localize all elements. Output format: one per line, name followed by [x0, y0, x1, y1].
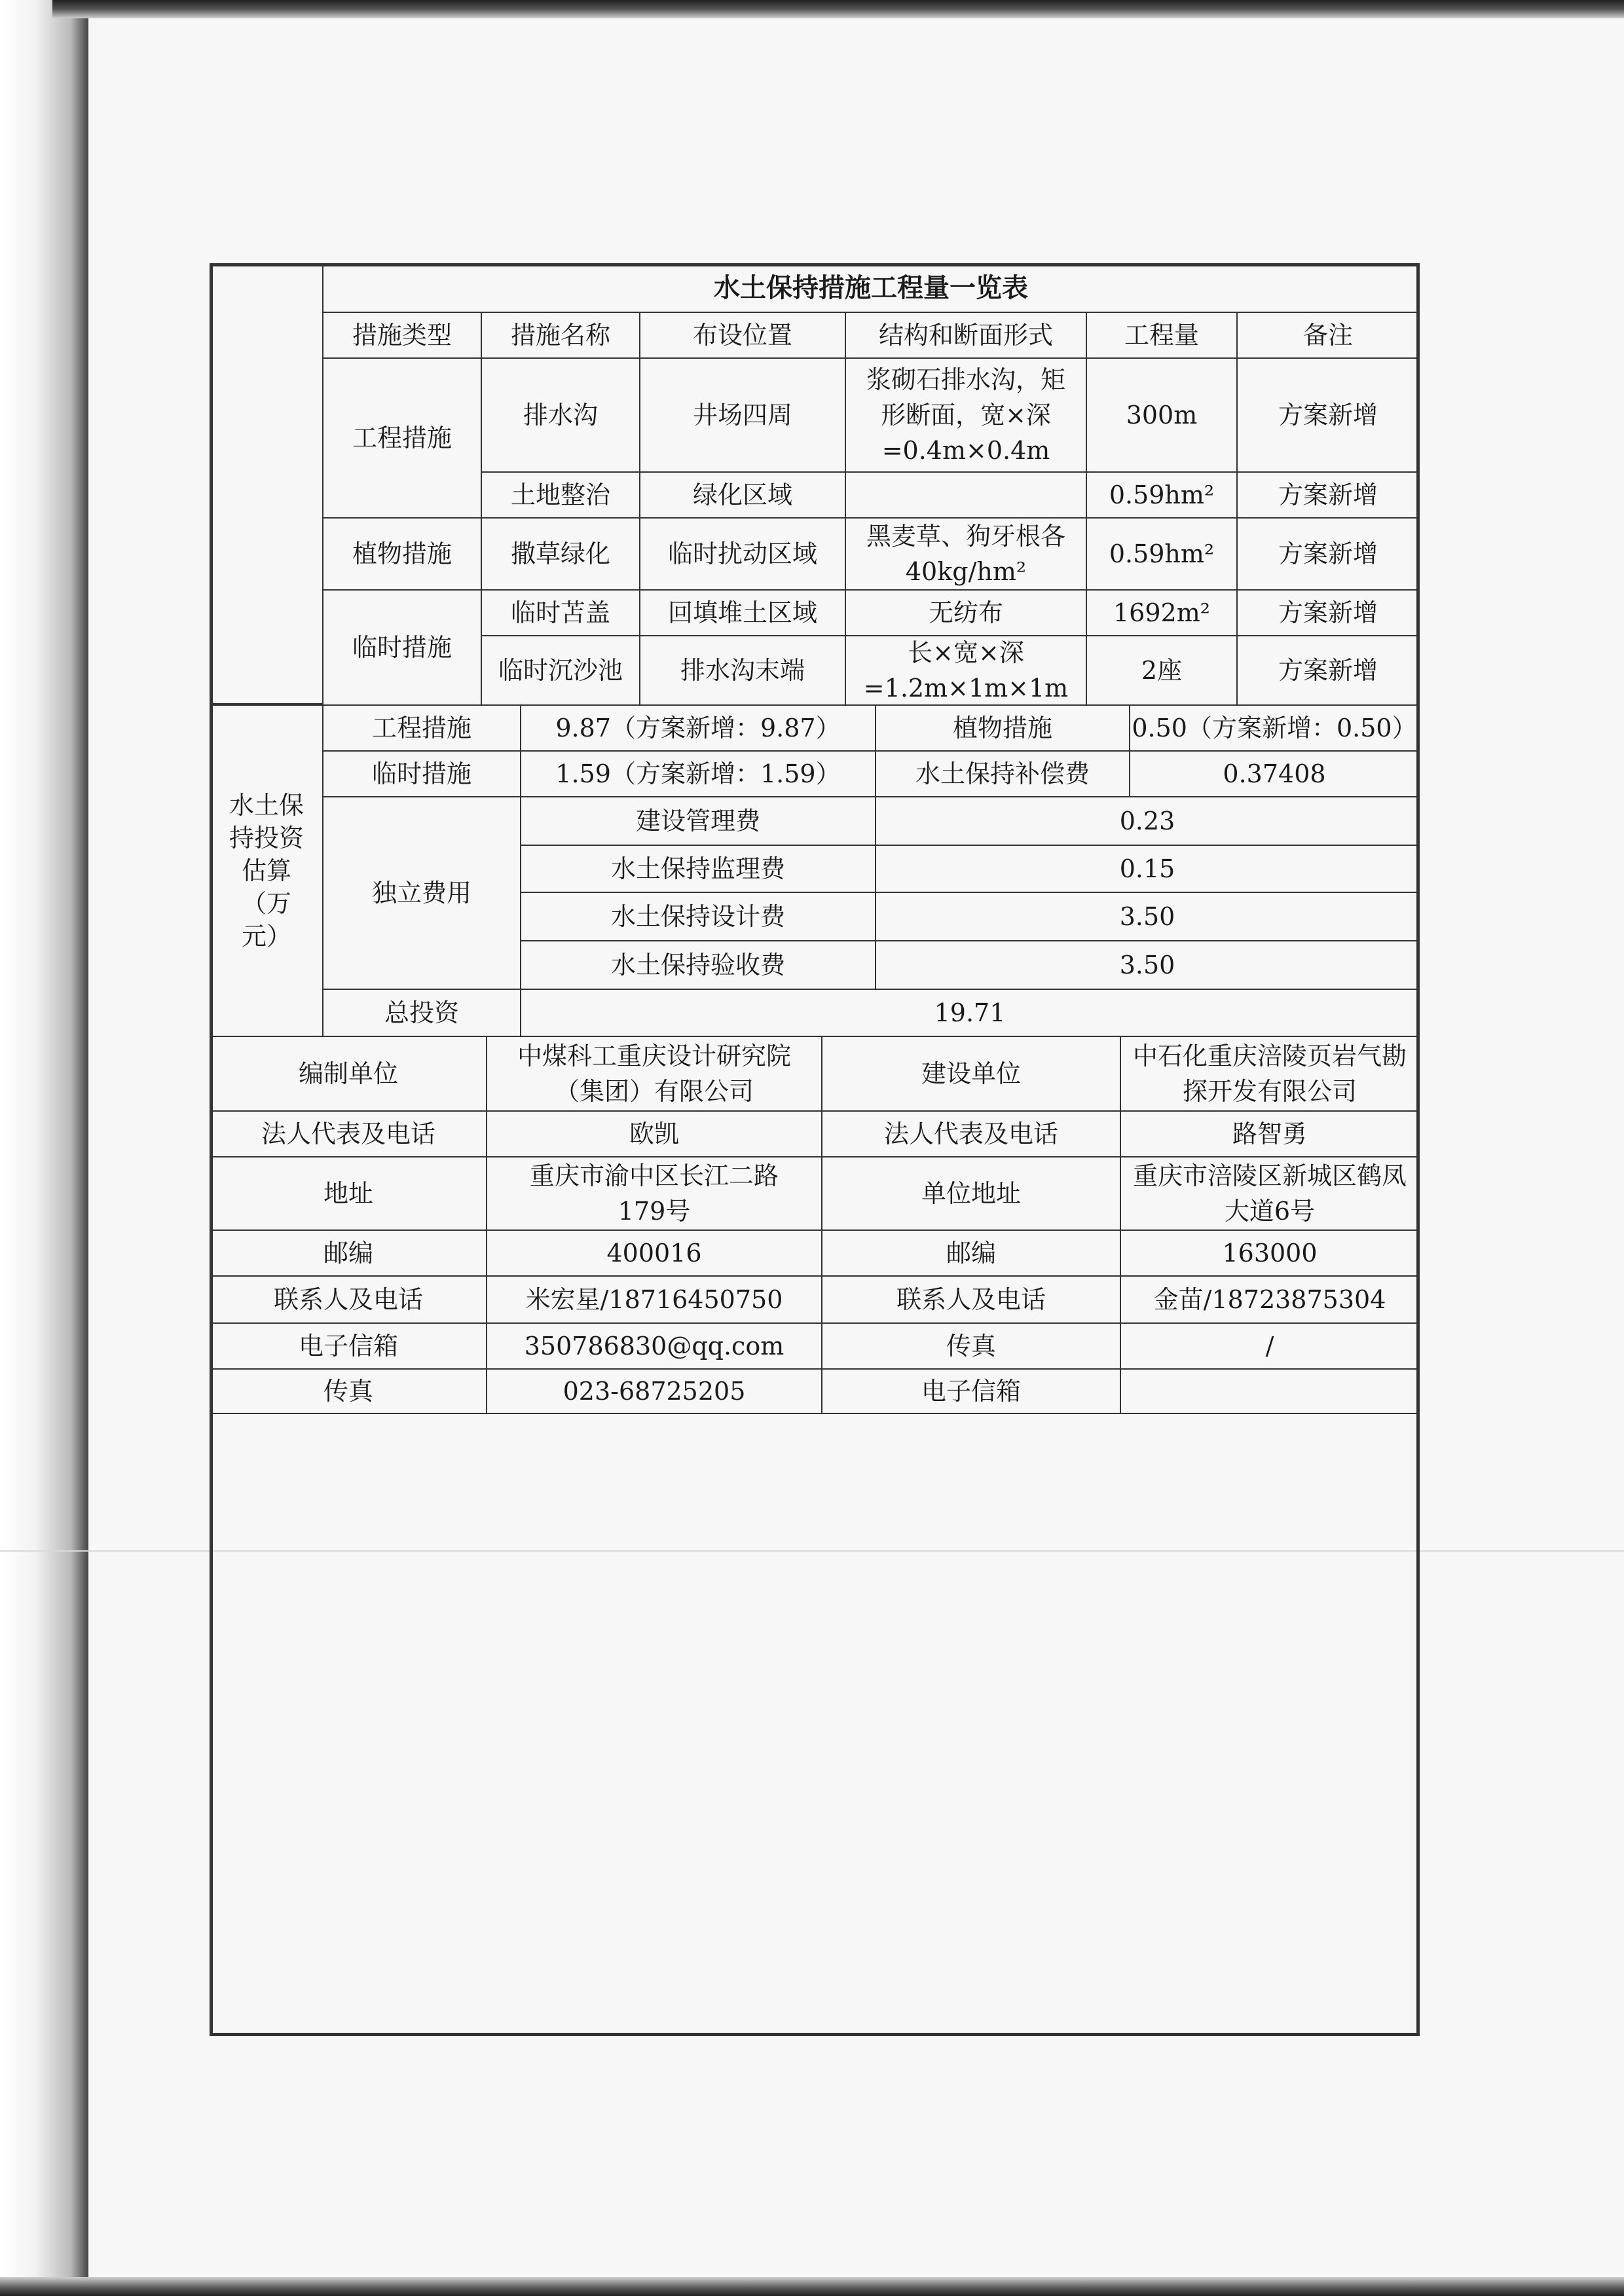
r3-name: 撒草绿化: [481, 517, 640, 591]
inv-total-value: 19.71: [520, 989, 1420, 1037]
contact-label-1: 联系人及电话: [210, 1275, 487, 1324]
scan-top-edge: [52, 0, 1624, 18]
investment-label: 水土保持投资估算（万元）: [210, 704, 323, 1037]
type-temporary: 临时措施: [322, 589, 482, 706]
r4-name: 临时苫盖: [481, 589, 640, 636]
header-note: 备注: [1236, 312, 1420, 359]
compiler-value: 中煤科工重庆设计研究院（集团）有限公司: [486, 1036, 822, 1112]
r4-quantity: 1692m²: [1086, 589, 1238, 636]
r3-quantity: 0.59hm²: [1086, 517, 1238, 591]
inv-eng-value: 9.87（方案新增：9.87）: [520, 704, 876, 752]
inv-temp-label: 临时措施: [322, 750, 521, 797]
inv-veg-label: 植物措施: [875, 704, 1130, 752]
scan-bottom-edge: [0, 2277, 1624, 2296]
r5-structure: 长×宽×深=1.2m×1m×1m: [845, 635, 1087, 706]
r4-structure: 无纺布: [845, 589, 1087, 636]
inv-design-value: 3.50: [875, 892, 1420, 941]
fax-value-2: /: [1120, 1322, 1420, 1370]
r1-note: 方案新增: [1236, 357, 1420, 473]
inv-mgmt-value: 0.23: [875, 796, 1420, 846]
header-name: 措施名称: [481, 312, 640, 359]
r1-location: 井场四周: [639, 357, 846, 473]
r5-note: 方案新增: [1236, 635, 1420, 706]
r2-location: 绿化区域: [639, 471, 846, 519]
legal-label-2: 法人代表及电话: [821, 1110, 1121, 1157]
r5-location: 排水沟末端: [639, 635, 846, 706]
table-title: 水土保持措施工程量一览表: [322, 263, 1420, 313]
unit-addr-label: 单位地址: [821, 1156, 1121, 1231]
fax-label-1: 传真: [210, 1368, 487, 1414]
book-spine-shadow: [0, 0, 88, 2296]
unit-addr-value: 重庆市涪陵区新城区鹤凤大道6号: [1120, 1156, 1420, 1231]
header-location: 布设位置: [639, 312, 846, 359]
inv-design-label: 水土保持设计费: [520, 892, 876, 941]
type-engineering: 工程措施: [322, 357, 482, 519]
r4-location: 回填堆土区域: [639, 589, 846, 636]
soil-water-table: [210, 263, 1420, 1414]
r1-name: 排水沟: [481, 357, 640, 473]
header-structure: 结构和断面形式: [845, 312, 1087, 359]
email-label-1: 电子信箱: [210, 1322, 487, 1370]
header-quantity: 工程量: [1086, 312, 1238, 359]
inv-temp-value: 1.59（方案新增：1.59）: [520, 750, 876, 797]
r5-quantity: 2座: [1086, 635, 1238, 706]
builder-label: 建设单位: [821, 1036, 1121, 1112]
contact-value-2: 金苗/18723875304: [1120, 1275, 1420, 1324]
inv-indep-label: 独立费用: [322, 796, 521, 990]
zip-value-1: 400016: [486, 1230, 822, 1277]
type-vegetation: 植物措施: [322, 517, 482, 591]
inv-comp-label: 水土保持补偿费: [875, 750, 1130, 797]
email-value-1: 350786830@qq.com: [486, 1322, 822, 1370]
inv-veg-value: 0.50（方案新增：0.50）: [1129, 704, 1420, 752]
r2-note: 方案新增: [1236, 471, 1420, 519]
inv-super-value: 0.15: [875, 845, 1420, 893]
r5-name: 临时沉沙池: [481, 635, 640, 706]
legal-value-1: 欧凯: [486, 1110, 822, 1157]
inv-accept-value: 3.50: [875, 940, 1420, 990]
r4-note: 方案新增: [1236, 589, 1420, 636]
inv-total-label: 总投资: [322, 989, 521, 1037]
r3-note: 方案新增: [1236, 517, 1420, 591]
inv-comp-value: 0.37408: [1129, 750, 1420, 797]
fax-label-2: 传真: [821, 1322, 1121, 1370]
contact-label-2: 联系人及电话: [821, 1275, 1121, 1324]
contact-value-1: 米宏星/18716450750: [486, 1275, 822, 1324]
compiler-label: 编制单位: [210, 1036, 487, 1112]
legal-label-1: 法人代表及电话: [210, 1110, 487, 1157]
inv-accept-label: 水土保持验收费: [520, 940, 876, 990]
fax-value-1: 023-68725205: [486, 1368, 822, 1414]
addr-label: 地址: [210, 1156, 487, 1231]
inv-super-label: 水土保持监理费: [520, 845, 876, 893]
zip-value-2: 163000: [1120, 1230, 1420, 1277]
inv-mgmt-label: 建设管理费: [520, 796, 876, 846]
email-label-2: 电子信箱: [821, 1368, 1121, 1414]
r2-name: 土地整治: [481, 471, 640, 519]
r3-location: 临时扰动区域: [639, 517, 846, 591]
header-type: 措施类型: [322, 312, 482, 359]
r2-quantity: 0.59hm²: [1086, 471, 1238, 519]
r1-structure: 浆砌石排水沟，矩形断面，宽×深=0.4m×0.4m: [845, 357, 1087, 473]
r2-structure: [845, 471, 1087, 519]
inv-eng-label: 工程措施: [322, 704, 521, 752]
zip-label-2: 邮编: [821, 1230, 1121, 1277]
r1-quantity: 300m: [1086, 357, 1238, 473]
zip-label-1: 邮编: [210, 1230, 487, 1277]
builder-value: 中石化重庆涪陵页岩气勘探开发有限公司: [1120, 1036, 1420, 1112]
email-value-2: [1120, 1368, 1420, 1414]
addr-value: 重庆市渝中区长江二路179号: [486, 1156, 822, 1231]
legal-value-2: 路智勇: [1120, 1110, 1420, 1157]
blank-left-cell: [210, 263, 323, 704]
r3-structure: 黑麦草、狗牙根各40kg/hm²: [845, 517, 1087, 591]
